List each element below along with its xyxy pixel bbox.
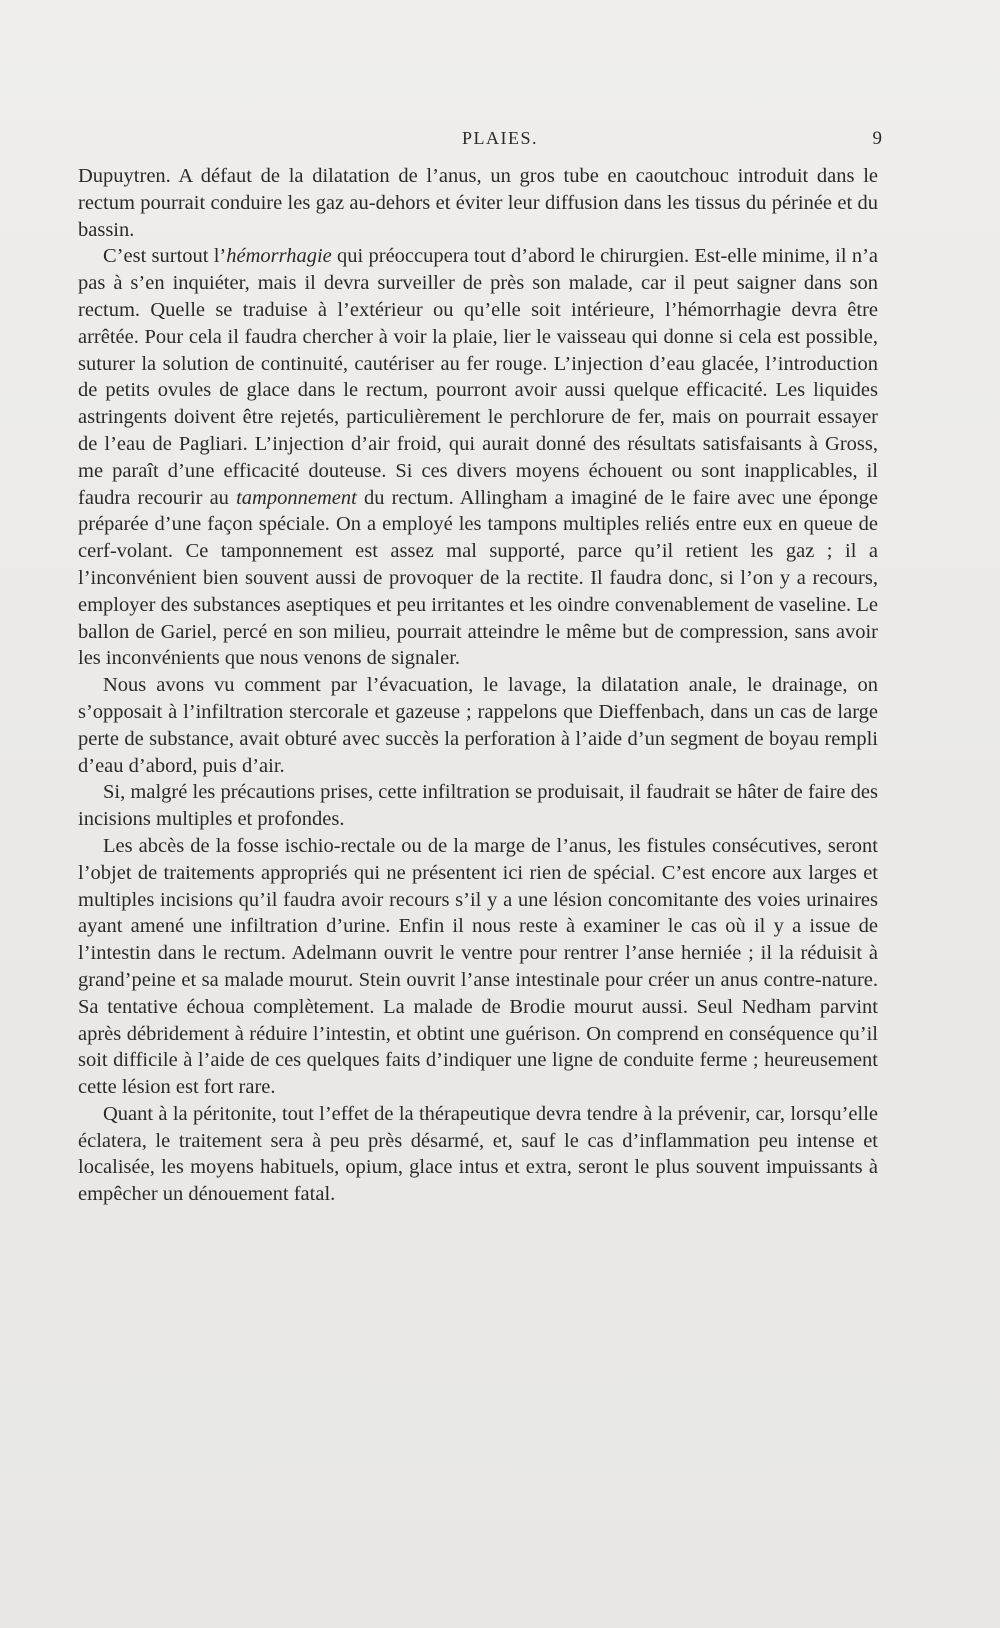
italic-term-hemorrhagie: hémorrhagie [226,245,332,268]
paragraph-continuation: Dupuytren. A défaut de la dilatation de l’anus, un gros tube en caoutchouc introduit dans le rectum pourrait conduire les gaz au-dehors et éviter leur diffusion dans les tissus du périnée et du bassin. [78,165,878,241]
paragraph-infiltration: Nous avons vu comment par l’évacuation, le lavage, la dilatation anale, le drainage, on s’opposait à l’infiltration stercorale et gazeuse ; rappelons que Dieffenbach, dans un cas de large perte de substance, avait obturé avec succès la perforation à l’aide d’un segment de boyau rempli d’eau d’abord, puis d’air. [78,674,878,777]
page-number: 9 [872,128,882,149]
paragraph-incisions: Si, malgré les précautions prises, cette infiltration se produisait, il faudrait se hâter de faire des incisions multiples et profondes. [78,781,878,831]
paragraph-peritonite: Quant à la péritonite, tout l’effet de la thérapeutique devra tendre à la prévenir, car, lorsqu’elle éclatera, le traitement sera à peu près désarmé, et, sauf le cas d’inflammation peu intense et localisée, les moyens habituels, opium, glace intus et extra, seront le plus souvent impuissants à empêcher un dénouement fatal. [78,1102,878,1206]
paragraph-text: qui préoccupera tout d’abord le chirurgien. Est-elle minime, il n’a pas à s’en inquiéter, mais il devra surveiller de près son malade, car il peut saigner dans son rectum. Quelle se traduise à l’extérieur ou qu’elle soit intérieure, l’hémorrhagie devra être arrêtée. Pour cela il faudra chercher à voir la plaie, lier le vaisseau qui donne si cela est possible, suturer la solution de continuité, cautériser au fer rouge. L’injection d’eau glacée, l’introduction de petits ovules de glace dans le rectum, pourront avoir aussi quelque efficacité. Les liquides astringents doivent être rejetés, particulièrement le perchlorure de fer, mais on pourrait essayer de l’eau de Pagliari. L’injection d’air froid, qui aurait donné des résultats satisfaisants à Gross, me paraît d’une efficacité douteuse. Si ces divers moyens échouent ou sont inapplicables, il faudra recourir au [78,245,878,509]
italic-term-tamponnement: tamponnement [236,486,357,509]
paragraph-text: du rectum. Allingham a imaginé de le faire avec une éponge préparée d’une façon spéciale. On a employé les tampons multiples reliés entre eux en queue de cerf-volant. Ce tamponnement est assez mal supporté, parce qu’il retient les gaz ; il a l’inconvénient bien souvent aussi de provoquer de la rectite. Il faudra donc, si l’on y a recours, employer des substances aseptiques et peu irritantes et les oindre convenablement de vaseline. Le ballon de Gariel, percé en son milieu, pourrait atteindre le même but de compression, sans avoir les inconvénients que nous venons de signaler. [78,486,879,670]
body-text [78,163,878,1208]
running-title: PLAIES. [461,128,538,148]
running-head [0,128,1000,158]
paragraph-text: C’est surtout l’ [103,245,227,268]
paragraph-hemorrhagie [78,243,878,672]
paragraph-abces: Les abcès de la fosse ischio-rectale ou de la marge de l’anus, les fistules consécutives, seront l’objet de traitements appropriés qui ne présentent ici rien de spécial. C’est encore aux larges et multiples incisions qu’il faudra avoir recours s’il y a une lésion concomitante des voies urinaires ayant amené une infiltration d’urine. Enfin il nous reste à examiner le cas où il y a issue de l’intestin dans le rectum. Adelmann ouvrit le ventre pour rentrer l’anse herniée ; il la réduisit à grand’peine et sa malade mourut. Stein ouvrit l’anse intestinale pour créer un anus contre-nature. Sa tentative échoua complètement. La malade de Brodie mourut aussi. Seul Nedham parvint après débridement à réduire l’intestin, et obtint une guérison. On comprend en conséquence qu’il soit difficile à l’aide de ces quelques faits d’indiquer une ligne de conduite ferme ; heureusement cette lésion est fort rare. [78,834,878,1099]
